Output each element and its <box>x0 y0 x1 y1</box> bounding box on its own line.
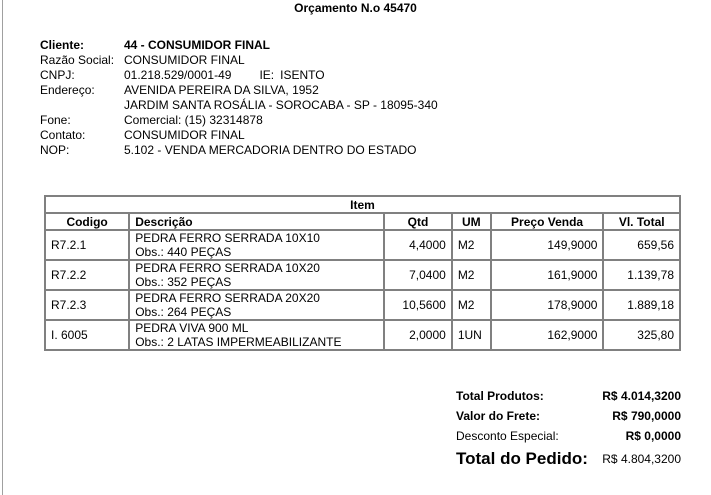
cell-total: 1.139,78 <box>603 260 680 290</box>
cell-codigo: R7.2.3 <box>45 290 129 320</box>
item-description: PEDRA FERRO SERRADA 20X20 <box>135 291 320 305</box>
total-pedido-label: Total do Pedido: <box>456 449 588 468</box>
cell-codigo: I. 6005 <box>45 320 129 350</box>
client-row-fone <box>40 113 438 128</box>
cell-codigo: R7.2.2 <box>45 260 129 290</box>
client-row-razao <box>40 53 438 68</box>
valor-frete-value: R$ 790,0000 <box>612 409 681 423</box>
cell-um: M2 <box>452 230 491 260</box>
cnpj-value: 01.218.529/0001-49 <box>124 68 232 82</box>
cell-preco: 162,9000 <box>491 320 604 350</box>
item-obs: Obs.: 2 LATAS IMPERMEABILIZANTE <box>135 335 342 349</box>
cliente-label: Cliente: <box>40 38 85 52</box>
header-qtd: Qtd <box>384 213 452 230</box>
cell-total: 325,80 <box>603 320 680 350</box>
cell-um: M2 <box>452 290 491 320</box>
cnpj-ie-cell <box>124 68 438 83</box>
items-header-row <box>45 213 680 230</box>
cell-qtd: 7,0400 <box>384 260 452 290</box>
client-row-contato <box>40 128 438 143</box>
endereco-spacer <box>40 98 124 113</box>
cell-total: 659,56 <box>603 230 680 260</box>
desconto-especial-label: Desconto Especial: <box>456 429 559 443</box>
item-obs: Obs.: 352 PEÇAS <box>135 275 232 289</box>
cell-descricao <box>129 320 384 350</box>
item-obs: Obs.: 264 PEÇAS <box>135 305 232 319</box>
client-row-cliente <box>40 38 438 53</box>
cell-preco: 149,9000 <box>491 230 604 260</box>
table-row <box>45 260 680 290</box>
item-description: PEDRA FERRO SERRADA 10X10 <box>135 231 320 245</box>
header-vl-total: Vl. Total <box>603 213 680 230</box>
endereco-label: Endereço: <box>40 83 95 97</box>
ie-label: IE: <box>259 68 275 82</box>
client-row-endereco2 <box>40 98 438 113</box>
totals-row-pedido <box>456 446 681 472</box>
client-row-cnpj <box>40 68 438 83</box>
item-obs: Obs.: 440 PEÇAS <box>135 245 232 259</box>
cell-total: 1.889,18 <box>603 290 680 320</box>
cnpj-label: CNPJ: <box>40 68 75 82</box>
ie-value: ISENTO <box>280 68 325 82</box>
items-group-header-row <box>45 196 680 213</box>
cell-codigo: R7.2.1 <box>45 230 129 260</box>
header-um: UM <box>452 213 491 230</box>
razao-social-value: CONSUMIDOR FINAL <box>124 53 245 67</box>
razao-social-label: Razão Social: <box>40 53 115 67</box>
total-pedido-value: R$ 4.804,3200 <box>602 452 681 466</box>
cell-qtd: 10,5600 <box>384 290 452 320</box>
table-row <box>45 320 680 350</box>
cell-descricao <box>129 260 384 290</box>
fone-label: Fone: <box>40 113 71 127</box>
cell-descricao <box>129 290 384 320</box>
items-group-header: Item <box>45 196 680 213</box>
valor-frete-label: Valor do Frete: <box>456 409 541 423</box>
table-row <box>45 230 680 260</box>
nop-value: 5.102 - VENDA MERCADORIA DENTRO DO ESTADO <box>124 143 417 157</box>
document-title: Orçamento N.o 45470 <box>294 1 417 15</box>
nop-label: NOP: <box>40 143 70 157</box>
cell-qtd: 4,4000 <box>384 230 452 260</box>
client-row-nop <box>40 143 438 158</box>
cell-um: 1UN <box>452 320 491 350</box>
item-description: PEDRA FERRO SERRADA 10X20 <box>135 261 320 275</box>
header-preco-venda: Preço Venda <box>491 213 604 230</box>
cell-descricao <box>129 230 384 260</box>
header-codigo: Codigo <box>45 213 129 230</box>
client-row-endereco <box>40 83 438 98</box>
totals-row-desconto <box>456 426 681 446</box>
cell-qtd: 2,0000 <box>384 320 452 350</box>
item-description: PEDRA VIVA 900 ML <box>135 321 249 335</box>
contato-label: Contato: <box>40 128 86 142</box>
fone-value: Comercial: (15) 32314878 <box>124 113 263 127</box>
total-produtos-value: R$ 4.014,3200 <box>602 389 681 403</box>
cell-preco: 161,9000 <box>491 260 604 290</box>
cliente-value: 44 - CONSUMIDOR FINAL <box>124 38 271 52</box>
total-produtos-label: Total Produtos: <box>456 389 544 403</box>
cell-um: M2 <box>452 260 491 290</box>
items-table <box>44 195 681 351</box>
header-descricao: Descrição <box>129 213 384 230</box>
table-row <box>45 290 680 320</box>
desconto-especial-value: R$ 0,0000 <box>625 429 681 443</box>
totals-row-frete <box>456 406 681 426</box>
endereco-line2: JARDIM SANTA ROSÁLIA - SOROCABA - SP - 18095-340 <box>124 98 438 112</box>
contato-value: CONSUMIDOR FINAL <box>124 128 245 142</box>
cell-preco: 178,9000 <box>491 290 604 320</box>
endereco-line1: AVENIDA PEREIRA DA SILVA, 1952 <box>124 83 319 97</box>
totals-summary <box>456 386 681 472</box>
totals-row-produtos <box>456 386 681 406</box>
left-border-rule <box>2 0 3 495</box>
client-info <box>40 38 438 158</box>
